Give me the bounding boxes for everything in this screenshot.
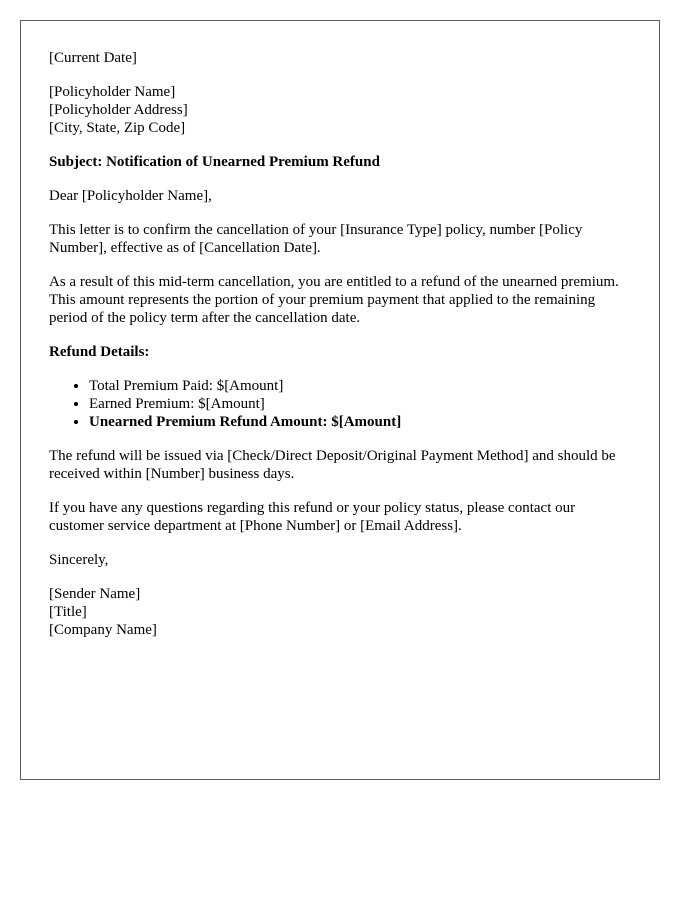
- list-item-earned-premium: • Earned Premium: $[Amount]: [89, 395, 631, 413]
- letter-page: [20, 20, 660, 780]
- refund-details-list: [49, 377, 631, 431]
- sender-title: [Title]: [49, 604, 87, 620]
- letter-subject: Subject: Notification of Unearned Premium Refund: [49, 154, 380, 170]
- letter-date: [Current Date]: [49, 50, 137, 66]
- list-item-total-premium: • Total Premium Paid: $[Amount]: [89, 377, 631, 395]
- recipient-city: [City, State, Zip Code]: [49, 120, 186, 136]
- paragraph-contact: If you have any questions regarding this refund or your policy status, please contact our customer service department at [Phone Number] or [Email Address].: [49, 500, 576, 534]
- paragraph-confirmation: This letter is to confirm the cancellation of your [Insurance Type] policy, number [Policy Number], effective as of [Cancellation Date].: [49, 222, 583, 256]
- recipient-address: [Policyholder Address]: [49, 102, 188, 118]
- paragraph-entitlement: As a result of this mid-term cancellation, you are entitled to a refund of the unearned premium. This amount represents the portion of your premium payment that applied to the remaining period of the policy term after the cancellation date.: [49, 274, 619, 326]
- salutation: Dear [Policyholder Name],: [49, 188, 212, 204]
- list-item-refund-amount: • Unearned Premium Refund Amount: $[Amount]: [89, 413, 631, 431]
- signoff: Sincerely,: [49, 552, 109, 568]
- recipient-name: [Policyholder Name]: [49, 84, 176, 100]
- sender-name: [Sender Name]: [49, 586, 141, 602]
- sender-block: [49, 585, 631, 639]
- paragraph-issuance: The refund will be issued via [Check/Direct Deposit/Original Payment Method] and should be received within [Number] business days.: [49, 448, 616, 482]
- refund-details-heading: Refund Details:: [49, 344, 150, 360]
- recipient-address-block: [49, 83, 631, 137]
- sender-company: [Company Name]: [49, 622, 157, 638]
